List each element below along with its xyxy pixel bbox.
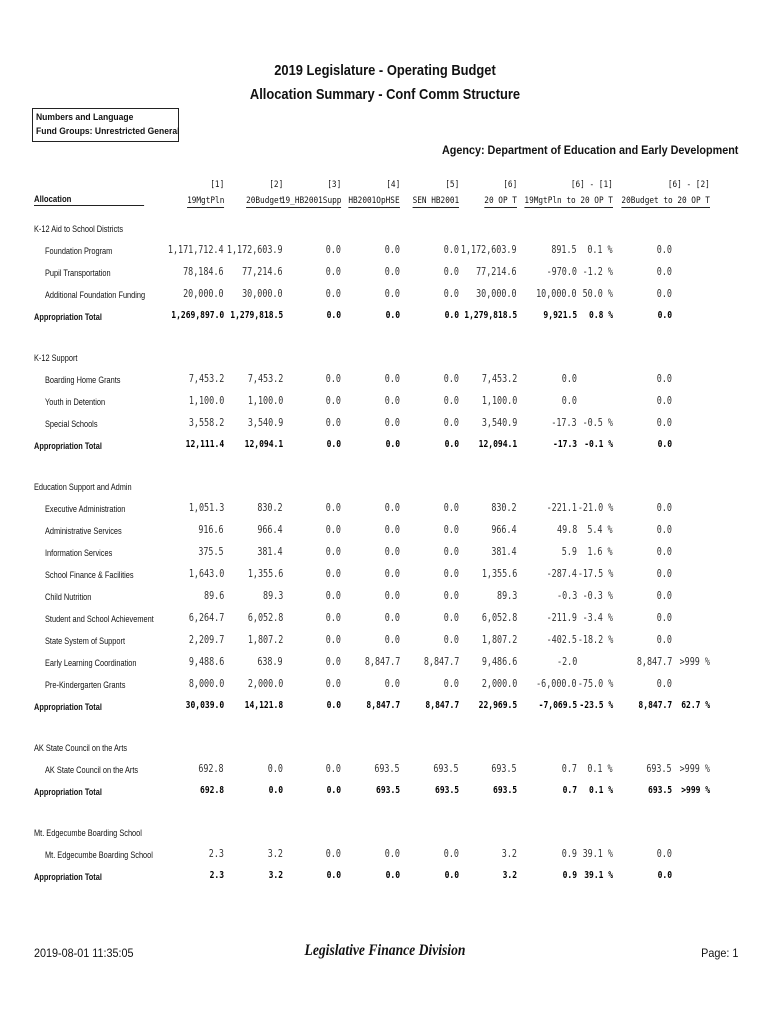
- line-item-value: 0.0: [656, 244, 672, 256]
- line-item-value: 78,184.6: [183, 266, 224, 278]
- line-item-value: 0.1 %: [587, 244, 613, 256]
- column-number: [6] - [1]: [571, 180, 613, 190]
- line-item-value: 49.8: [556, 524, 577, 536]
- column-number: [6] - [2]: [668, 180, 710, 190]
- line-item-value: 693.5: [433, 763, 459, 775]
- line-item-value: 9,486.6: [481, 656, 517, 668]
- appropriation-total-value: 693.5: [647, 785, 672, 796]
- column-name: HB2001OpHSE: [348, 196, 400, 206]
- line-item-value: 0.0: [656, 395, 672, 407]
- appropriation-total-value: 8,847.7: [425, 700, 459, 711]
- line-item-value: 381.4: [257, 546, 283, 558]
- line-item-value: 0.0: [561, 395, 577, 407]
- line-item-label: Youth in Detention: [45, 397, 106, 407]
- line-item-value: 30,000.0: [476, 288, 517, 300]
- line-item-value: 692.8: [198, 763, 224, 775]
- line-item-value: 1.6 %: [587, 546, 613, 558]
- appropriation-total-value: 0.0: [444, 310, 459, 321]
- line-item-value: 0.0: [656, 288, 672, 300]
- line-item-value: 0.0: [656, 568, 672, 580]
- line-item-value: 20,000.0: [183, 288, 224, 300]
- line-item-value: >999 %: [679, 656, 710, 668]
- appropriation-total-value: 0.0: [326, 870, 341, 881]
- report-title: 2019 Legislature - Operating Budget: [274, 62, 496, 79]
- line-item-value: -0.5 %: [582, 417, 613, 429]
- line-item-value: 0.0: [384, 502, 400, 514]
- appropriation-total-label: Appropriation Total: [34, 312, 102, 322]
- line-item-value: 0.0: [384, 266, 400, 278]
- appropriation-total-value: 0.0: [657, 310, 672, 321]
- line-item-value: 0.0: [656, 848, 672, 860]
- line-item-label: Additional Foundation Funding: [45, 290, 146, 300]
- section-heading: K-12 Aid to School Districts: [34, 224, 124, 234]
- line-item-value: 0.0: [384, 524, 400, 536]
- column-name: 19_HB2001Supp: [280, 196, 341, 206]
- line-item-value: 77,214.6: [476, 266, 517, 278]
- line-item-value: -6,000.0: [536, 678, 577, 690]
- appropriation-total-value: 0.0: [444, 439, 459, 450]
- line-item-value: 7,453.2: [247, 373, 283, 385]
- line-item-value: 0.0: [325, 678, 341, 690]
- line-item-value: 6,264.7: [188, 612, 224, 624]
- report-subtitle: Allocation Summary - Conf Comm Structure: [249, 86, 521, 103]
- line-item-value: 0.0: [656, 524, 672, 536]
- line-item-value: 0.0: [325, 590, 341, 602]
- line-item-value: 0.0: [443, 288, 459, 300]
- line-item-value: -21.0 %: [577, 502, 613, 514]
- line-item-value: 916.6: [198, 524, 224, 536]
- line-item-value: 1,172,603.9: [227, 244, 283, 256]
- line-item-value: 6,052.8: [481, 612, 517, 624]
- line-item-value: 0.0: [384, 634, 400, 646]
- line-item-value: -970.0: [546, 266, 577, 278]
- appropriation-total-value: 14,121.8: [244, 700, 283, 711]
- line-item-value: 693.5: [646, 763, 672, 775]
- appropriation-total-value: 9,921.5: [543, 310, 577, 321]
- line-item-value: 77,214.6: [242, 266, 283, 278]
- appropriation-total-value: 0.0: [326, 700, 341, 711]
- line-item-label: Boarding Home Grants: [45, 375, 121, 385]
- line-item-value: 0.0: [656, 417, 672, 429]
- appropriation-total-value: 1,269,897.0: [171, 310, 224, 321]
- line-item-value: 3.2: [267, 848, 283, 860]
- line-item-value: 0.0: [325, 502, 341, 514]
- line-item-value: 0.0: [325, 244, 341, 256]
- line-item-value: 891.5: [551, 244, 577, 256]
- appropriation-total-label: Appropriation Total: [34, 441, 102, 451]
- line-item-value: 0.0: [656, 634, 672, 646]
- appropriation-total-value: 12,094.1: [244, 439, 283, 450]
- appropriation-total-value: 0.0: [444, 870, 459, 881]
- line-item-value: 0.0: [656, 502, 672, 514]
- line-item-label: AK State Council on the Arts: [45, 765, 139, 775]
- line-item-value: 1,807.2: [481, 634, 517, 646]
- line-item-value: 89.6: [203, 590, 224, 602]
- line-item-value: 0.0: [384, 288, 400, 300]
- line-item-value: 0.0: [325, 395, 341, 407]
- column-name: SEN HB2001: [412, 196, 459, 206]
- line-item-value: 0.0: [561, 373, 577, 385]
- line-item-value: 0.0: [325, 612, 341, 624]
- line-item-value: -17.5 %: [577, 568, 613, 580]
- line-item-value: 5.9: [561, 546, 577, 558]
- line-item-value: 0.0: [443, 244, 459, 256]
- line-item-value: 0.0: [384, 417, 400, 429]
- line-item-value: 10,000.0: [536, 288, 577, 300]
- section-heading: Education Support and Admin: [34, 482, 132, 492]
- column-number: [5]: [445, 180, 459, 190]
- line-item-value: 0.0: [656, 678, 672, 690]
- line-item-value: 0.0: [384, 848, 400, 860]
- line-item-value: 3.2: [501, 848, 517, 860]
- line-item-value: -211.9: [546, 612, 577, 624]
- line-item-value: 0.0: [443, 395, 459, 407]
- line-item-label: State System of Support: [45, 636, 126, 646]
- line-item-value: 0.0: [325, 763, 341, 775]
- line-item-value: 0.0: [443, 634, 459, 646]
- division-signature: Legislative Finance Division: [304, 942, 466, 959]
- line-item-value: 5.4 %: [587, 524, 613, 536]
- appropriation-total-value: 0.0: [326, 310, 341, 321]
- line-item-value: 0.0: [443, 417, 459, 429]
- line-item-value: 2.3: [208, 848, 224, 860]
- line-item-value: 0.0: [384, 546, 400, 558]
- appropriation-total-label: Appropriation Total: [34, 787, 102, 797]
- line-item-value: 0.0: [325, 634, 341, 646]
- line-item-value: 830.2: [491, 502, 517, 514]
- line-item-value: 0.0: [443, 612, 459, 624]
- section-heading: K-12 Support: [34, 353, 78, 363]
- line-item-value: -18.2 %: [577, 634, 613, 646]
- line-item-label: Special Schools: [45, 419, 98, 429]
- line-item-value: -3.4 %: [582, 612, 613, 624]
- line-item-value: >999 %: [679, 763, 710, 775]
- line-item-value: 8,000.0: [188, 678, 224, 690]
- line-item-value: 50.0 %: [582, 288, 613, 300]
- appropriation-total-value: -23.5 %: [579, 700, 613, 711]
- appropriation-total-label: Appropriation Total: [34, 702, 102, 712]
- appropriation-total-value: 1,279,818.5: [230, 310, 283, 321]
- column-name: 20Budget: [245, 196, 283, 206]
- line-item-value: 0.0: [325, 266, 341, 278]
- appropriation-total-value: 30,039.0: [185, 700, 224, 711]
- line-item-label: Executive Administration: [45, 504, 126, 514]
- appropriation-total-value: 693.5: [492, 785, 517, 796]
- info-box: [32, 108, 179, 142]
- column-number: [2]: [269, 180, 283, 190]
- line-item-value: 3,540.9: [481, 417, 517, 429]
- line-item-value: 8,847.7: [364, 656, 400, 668]
- line-item-value: 7,453.2: [188, 373, 224, 385]
- line-item-value: 1,100.0: [481, 395, 517, 407]
- line-item-value: 8,847.7: [636, 656, 672, 668]
- appropriation-total-value: 8,847.7: [638, 700, 672, 711]
- appropriation-total-value: 692.8: [199, 785, 224, 796]
- line-item-value: -1.2 %: [582, 266, 613, 278]
- appropriation-total-value: 0.0: [657, 870, 672, 881]
- line-item-value: -287.4: [546, 568, 577, 580]
- appropriation-total-value: 0.0: [268, 785, 283, 796]
- line-item-value: -402.5: [546, 634, 577, 646]
- line-item-value: 0.1 %: [587, 763, 613, 775]
- line-item-value: 966.4: [491, 524, 517, 536]
- line-item-value: 693.5: [491, 763, 517, 775]
- line-item-value: 0.0: [443, 373, 459, 385]
- line-item-value: 0.0: [384, 373, 400, 385]
- column-name: 20Budget to 20 OP T: [621, 196, 710, 206]
- line-item-value: 0.9: [561, 848, 577, 860]
- line-item-label: Student and School Achievement: [45, 614, 154, 624]
- line-item-value: 0.0: [656, 373, 672, 385]
- line-item-value: 0.0: [656, 266, 672, 278]
- line-item-value: 0.0: [443, 848, 459, 860]
- line-item-value: 0.0: [443, 502, 459, 514]
- line-item-value: -2.0: [556, 656, 577, 668]
- line-item-value: 7,453.2: [481, 373, 517, 385]
- appropriation-total-value: -17.3: [552, 439, 577, 450]
- appropriation-total-value: 693.5: [434, 785, 459, 796]
- column-name: 20 OP T: [484, 196, 517, 206]
- appropriation-total-value: 0.1 %: [588, 785, 613, 796]
- line-item-value: 3,558.2: [188, 417, 224, 429]
- column-name: 19MgtPln to 20 OP T: [524, 196, 613, 206]
- appropriation-total-value: 0.0: [385, 310, 400, 321]
- line-item-value: 0.7: [561, 763, 577, 775]
- line-item-value: 3,540.9: [247, 417, 283, 429]
- line-item-value: 0.0: [443, 266, 459, 278]
- line-item-value: 0.0: [325, 417, 341, 429]
- line-item-label: Information Services: [45, 548, 113, 558]
- line-item-value: 1,172,603.9: [461, 244, 517, 256]
- line-item-value: 381.4: [491, 546, 517, 558]
- line-item-label: Administrative Services: [45, 526, 122, 536]
- line-item-value: 966.4: [257, 524, 283, 536]
- info-line: Fund Groups: Unrestricted General: [36, 126, 180, 137]
- line-item-value: 2,000.0: [247, 678, 283, 690]
- line-item-value: 375.5: [198, 546, 224, 558]
- line-item-value: 830.2: [257, 502, 283, 514]
- column-name: 19MgtPln: [186, 196, 224, 206]
- section-heading: AK State Council on the Arts: [34, 743, 128, 753]
- line-item-value: 0.0: [443, 524, 459, 536]
- line-item-value: 0.0: [325, 568, 341, 580]
- appropriation-total-value: 3.2: [268, 870, 283, 881]
- line-item-label: Pre-Kindergarten Grants: [45, 680, 126, 690]
- line-item-value: 1,643.0: [188, 568, 224, 580]
- appropriation-total-value: -0.1 %: [584, 439, 613, 450]
- line-item-value: 1,051.3: [188, 502, 224, 514]
- line-item-value: 0.0: [384, 395, 400, 407]
- line-item-value: 0.0: [384, 244, 400, 256]
- line-item-value: 8,847.7: [423, 656, 459, 668]
- line-item-value: 0.0: [443, 568, 459, 580]
- allocation-header: Allocation: [34, 194, 144, 206]
- line-item-value: 0.0: [656, 590, 672, 602]
- line-item-value: 0.0: [656, 546, 672, 558]
- appropriation-total-value: 22,969.5: [478, 700, 517, 711]
- line-item-value: 1,355.6: [481, 568, 517, 580]
- line-item-value: 0.0: [384, 678, 400, 690]
- line-item-value: 0.0: [443, 678, 459, 690]
- appropriation-total-value: >999 %: [681, 785, 710, 796]
- page-number: Page: 1: [700, 946, 738, 960]
- line-item-value: -17.3: [551, 417, 577, 429]
- column-number: [6]: [503, 180, 517, 190]
- line-item-value: 693.5: [374, 763, 400, 775]
- appropriation-total-value: 8,847.7: [366, 700, 400, 711]
- line-item-value: 0.0: [384, 612, 400, 624]
- line-item-value: 6,052.8: [247, 612, 283, 624]
- line-item-label: Early Learning Coordination: [45, 658, 137, 668]
- appropriation-total-value: 12,094.1: [478, 439, 517, 450]
- line-item-value: 0.0: [267, 763, 283, 775]
- line-item-value: -75.0 %: [577, 678, 613, 690]
- report-timestamp: 2019-08-01 11:35:05: [34, 946, 134, 960]
- appropriation-total-value: 0.0: [326, 439, 341, 450]
- line-item-label: Foundation Program: [45, 246, 113, 256]
- line-item-value: -0.3: [556, 590, 577, 602]
- line-item-value: 1,100.0: [247, 395, 283, 407]
- appropriation-total-value: 0.8 %: [588, 310, 613, 321]
- line-item-value: -221.1: [546, 502, 577, 514]
- appropriation-total-value: -7,069.5: [538, 700, 577, 711]
- line-item-value: -0.3 %: [582, 590, 613, 602]
- line-item-value: 39.1 %: [582, 848, 613, 860]
- line-item-value: 0.0: [384, 590, 400, 602]
- line-item-value: 0.0: [656, 612, 672, 624]
- section-heading: Mt. Edgecumbe Boarding School: [34, 828, 142, 838]
- appropriation-total-value: 0.0: [657, 439, 672, 450]
- line-item-value: 0.0: [325, 656, 341, 668]
- column-number: [4]: [386, 180, 400, 190]
- line-item-value: 2,209.7: [188, 634, 224, 646]
- appropriation-total-value: 3.2: [502, 870, 517, 881]
- appropriation-total-value: 0.0: [385, 870, 400, 881]
- line-item-value: 9,488.6: [188, 656, 224, 668]
- column-number: [3]: [327, 180, 341, 190]
- line-item-label: Child Nutrition: [45, 592, 92, 602]
- line-item-value: 0.0: [325, 546, 341, 558]
- line-item-value: 0.0: [325, 288, 341, 300]
- line-item-value: 89.3: [262, 590, 283, 602]
- line-item-label: Pupil Transportation: [45, 268, 111, 278]
- line-item-value: 0.0: [325, 524, 341, 536]
- line-item-value: 89.3: [496, 590, 517, 602]
- appropriation-total-label: Appropriation Total: [34, 872, 102, 882]
- appropriation-total-value: 0.9: [562, 870, 577, 881]
- column-number: [1]: [210, 180, 224, 190]
- line-item-value: 0.0: [325, 848, 341, 860]
- appropriation-total-value: 12,111.4: [185, 439, 224, 450]
- appropriation-total-value: 1,279,818.5: [464, 310, 517, 321]
- line-item-value: 2,000.0: [481, 678, 517, 690]
- appropriation-total-value: 0.0: [385, 439, 400, 450]
- line-item-value: 0.0: [325, 373, 341, 385]
- appropriation-total-value: 0.0: [326, 785, 341, 796]
- line-item-value: 1,355.6: [247, 568, 283, 580]
- line-item-value: 0.0: [384, 568, 400, 580]
- appropriation-total-value: 693.5: [375, 785, 400, 796]
- line-item-value: 1,171,712.4: [168, 244, 224, 256]
- line-item-label: School Finance & Facilities: [45, 570, 134, 580]
- line-item-label: Mt. Edgecumbe Boarding School: [45, 850, 153, 860]
- appropriation-total-value: 39.1 %: [584, 870, 613, 881]
- appropriation-total-value: 0.7: [562, 785, 577, 796]
- line-item-value: 30,000.0: [242, 288, 283, 300]
- line-item-value: 0.0: [443, 590, 459, 602]
- info-line: Numbers and Language: [36, 112, 134, 123]
- line-item-value: 1,807.2: [247, 634, 283, 646]
- line-item-value: 0.0: [443, 546, 459, 558]
- appropriation-total-value: 2.3: [209, 870, 224, 881]
- line-item-value: 638.9: [257, 656, 283, 668]
- appropriation-total-value: 62.7 %: [681, 700, 710, 711]
- agency-label: Agency: Department of Education and Early Development: [441, 143, 738, 157]
- line-item-value: 1,100.0: [188, 395, 224, 407]
